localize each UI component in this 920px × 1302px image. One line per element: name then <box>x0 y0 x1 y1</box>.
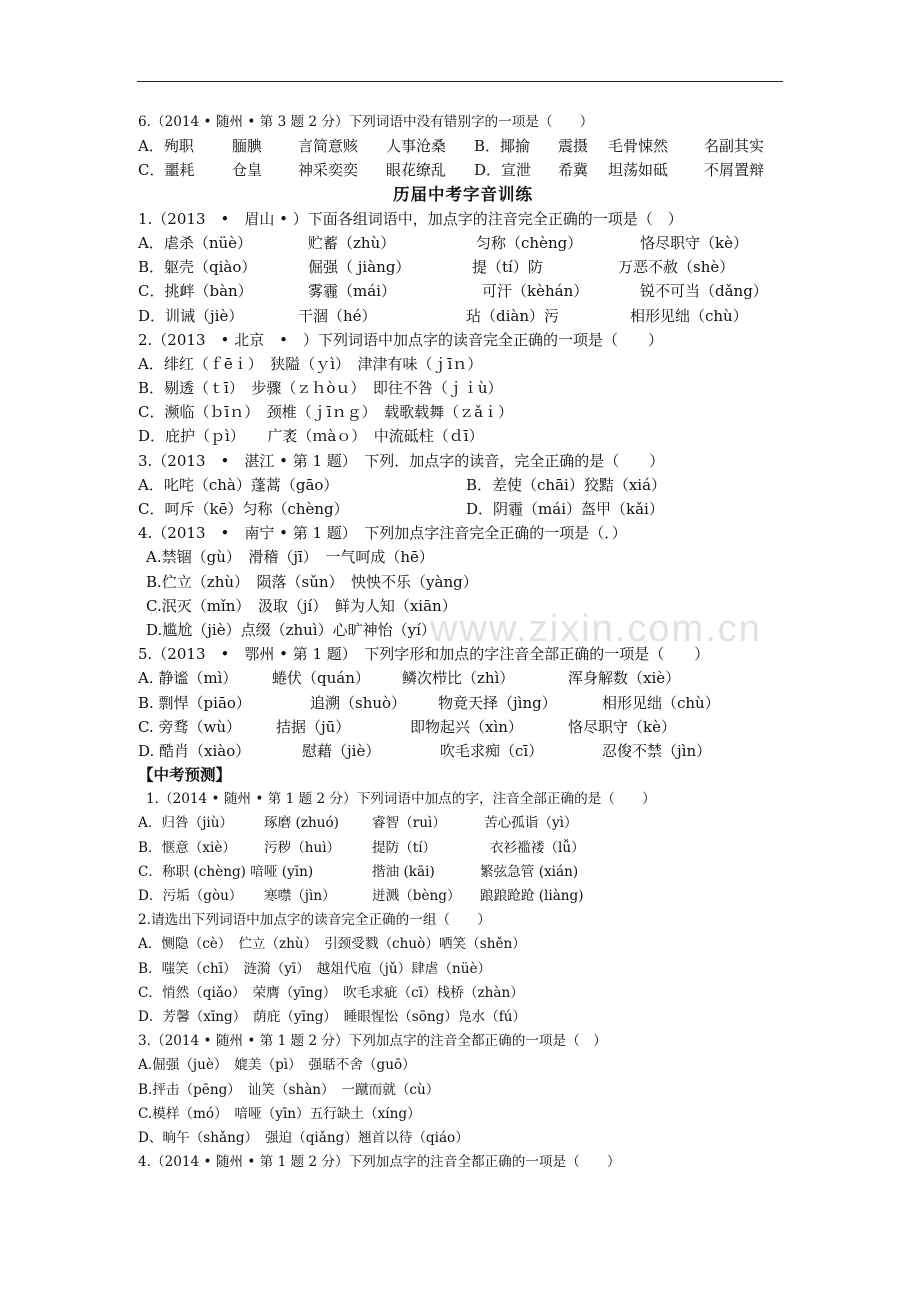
option-cell: A. 静谧（mì） <box>138 669 238 688</box>
q6-row1-cell: 腼腆 <box>232 137 263 156</box>
zy4-option-d: D.尴尬（jiè）点缀（zhuì）心旷神怡（yí） <box>146 620 436 639</box>
zy1-stem: 1.（2013 • 眉山 • ）下面各组词语中，加点字的注音完全正确的一项是（ ） <box>138 209 683 228</box>
option-cell: 恪尽职守（kè） <box>640 233 748 252</box>
option-cell: C. 旁骛（wù） <box>138 717 241 736</box>
option-cell: 雾霾（mái） <box>308 282 396 301</box>
option-cell: 提（tí）防 <box>472 258 543 277</box>
option-cell: 浑身解数（xiè） <box>568 669 681 688</box>
zy1-option-d <box>138 304 788 328</box>
option-cell: C．挑衅（bàn） <box>138 282 253 301</box>
option-cell: D．阴霾（mái）盔甲（kǎi） <box>466 500 664 518</box>
q6-row2-cell: C．噩耗 <box>138 161 195 180</box>
option-cell: A．虐杀（nüè） <box>138 233 253 252</box>
option-cell: 踉踉跄跄 (liàng) <box>480 888 584 904</box>
section-heading: 【中考预测】 <box>138 765 232 785</box>
yc2-option-d: D．芳馨（xīng） 荫庇（yīng） 睡眼惺忪（sōng）凫水（fú） <box>138 1008 527 1025</box>
zy3-stem: 3.（2013 • 湛江 • 第 1 题） 下列．加点字的读音，完全正确的是（ ） <box>138 451 665 470</box>
watermark: www.zixin.com.cn <box>430 608 762 650</box>
option-cell: 倔强（ jiàng） <box>308 258 411 277</box>
option-cell: C．呵斥（kē）匀称（chèng） <box>138 500 349 518</box>
option-cell: 万恶不赦（shè） <box>618 258 735 277</box>
option-cell: 琢磨 (zhuó) <box>264 815 339 832</box>
yc1-option-d <box>138 884 788 908</box>
zy1-option-b <box>138 255 788 279</box>
option-cell: B. 剽悍（piāo） <box>138 693 251 712</box>
q6-row2 <box>138 158 788 182</box>
yc3-option-d: D、晌午（shǎng） 强迫（qiǎng）翘首以待（qiáo） <box>138 1129 469 1146</box>
zy4-stem: 4.（2013 • 南宁 • 第 1 题） 下列加点字注音完全正确的一项是（．） <box>138 524 627 543</box>
option-cell: 恪尽职守（kè） <box>568 717 676 736</box>
option-cell: 干涸（hé） <box>298 306 377 325</box>
yc3-option-b: B.抨击（pēng） 讪笑（shàn） 一蹴而就（cù） <box>138 1081 440 1098</box>
option-cell: 睿智（ruì） <box>372 815 446 832</box>
option-cell: A．叱咤（chà）蓬蒿（gāo） <box>138 475 339 494</box>
option-cell: 蜷伏（quán） <box>272 669 370 688</box>
option-cell: 锐不可当（dǎng） <box>640 282 768 301</box>
option-cell: 揩油 (kāi) <box>372 863 435 880</box>
q6-row2-cell: 眼花缭乱 <box>386 161 447 180</box>
zy1-option-c <box>138 279 788 303</box>
zy2-option-a: A．绯红（ｆēｉ） 狭隘（ｙì） 津津有味（ｊīｎ） <box>138 354 483 373</box>
zy4-option-a: A.禁锢（gù） 滑稽（jī） 一气呵成（hē） <box>146 548 434 567</box>
q6-row1 <box>138 134 788 158</box>
zy2-stem: 2.（2013 • 北京 • ）下列词语中加点字的读音完全正确的一项是（ ） <box>138 330 663 349</box>
yc1-stem: 1.（2014 • 随州 • 第 1 题 2 分）下列词语中加点的字，注音全部正确的是（ ） <box>146 791 656 808</box>
zy4-option-b: B.伫立（zhù） 陨落（sǔn） 怏怏不乐（yàng） <box>146 572 478 591</box>
option-cell: 即物起兴（xìn） <box>410 717 523 736</box>
option-cell: 追溯（shuò） <box>310 693 407 712</box>
option-cell: 提防（tí） <box>372 839 437 856</box>
zy2-option-c: C．濒临（ｂīｎ） 颈椎（ｊīｎｇ） 载歌载舞（ｚǎｉ） <box>138 403 514 422</box>
q6-row1-cell: A．殉职 <box>138 137 194 156</box>
yc1-option-a <box>138 811 788 835</box>
yc2-stem: 2.请选出下列词语中加点字的读音完全正确的一组（ ） <box>138 912 491 929</box>
q6-row2-cell: 不屑置辩 <box>704 161 765 180</box>
zy5-option-b <box>138 691 788 715</box>
option-cell: 衣衫褴褛（lǚ） <box>490 839 585 856</box>
zy5-option-d <box>138 739 788 763</box>
q6-row1-cell: 名副其实 <box>704 137 765 156</box>
yc3-stem: 3.（2014 • 随州 • 第 1 题 2 分）下列加点字的注音全都正确的一项是（ ） <box>138 1033 607 1050</box>
zy2-option-d: D．庇护（ｐì） 广袤（ｍàｏ） 中流砥柱（ｄī） <box>138 427 484 446</box>
yc3-option-c: C.模样（mó） 喑哑（yīn）五行缺土（xíng） <box>138 1105 421 1122</box>
option-cell: C．称职 (chèng) 喑哑 (yīn) <box>138 863 314 880</box>
zy3-options-ab <box>138 473 788 497</box>
yc1-option-c <box>138 860 788 884</box>
option-cell: 物竟天择（jìng） <box>438 693 557 712</box>
option-cell: 相形见绌（chù） <box>602 693 720 712</box>
q6-row1-cell: 震摄 <box>558 137 589 156</box>
document-body <box>138 110 788 1174</box>
header-rule <box>137 81 783 82</box>
option-cell: 玷（diàn）污 <box>466 306 560 325</box>
zy1-option-a <box>138 231 788 255</box>
option-cell: 匀称（chèng） <box>476 233 583 252</box>
yc3-option-a: A.倔强（juè） 媲美（pì） 强聒不舍（guō） <box>138 1057 416 1074</box>
section-title: 历届中考字音训练 <box>393 184 533 204</box>
option-cell: 相形见绌（chù） <box>630 306 748 325</box>
yc2-option-a: A．恻隐（cè） 伫立（zhù） 引颈受戮（chuò）哂笑（shěn） <box>138 936 526 953</box>
yc1-option-b <box>138 836 788 860</box>
q6-row1-cell: B．揶揄 <box>474 137 531 156</box>
option-cell: D．污垢（gòu） <box>138 888 243 904</box>
option-cell: A．归咎（jiù） <box>138 815 234 832</box>
option-cell: D．训诫（jiè） <box>138 306 244 325</box>
q6-row1-cell: 人事沧桑 <box>386 137 447 156</box>
option-cell: B．躯壳（qiào） <box>138 258 257 277</box>
q6-stem: 6.（2014 • 随州 • 第 3 题 2 分）下列词语中没有错别字的一项是（ ） <box>138 114 594 130</box>
option-cell: 贮蓄（zhù） <box>308 233 396 252</box>
option-cell: 迸溅（bèng） <box>372 888 461 904</box>
option-cell: 寒噤（jìn） <box>264 888 336 904</box>
q6-row2-cell: 坦荡如砥 <box>608 161 669 180</box>
option-cell: 吹毛求痴（cī） <box>440 741 544 760</box>
yc2-option-c: C．悄然（qiǎo） 荣膺（yīng） 吹毛求疵（cī）栈桥（zhàn） <box>138 984 524 1001</box>
q6-row2-cell: D．宣泄 <box>474 161 532 180</box>
q6-row1-cell: 毛骨悚然 <box>608 137 669 156</box>
yc2-option-b: B．嗤笑（chī） 涟漪（yī） 越俎代庖（jǔ）肆虐（nüè） <box>138 960 492 977</box>
zy5-stem: 5.（2013 • 鄂州 • 第 1 题） 下列字形和加点的字注音全部正确的一项是（ ） <box>138 645 710 664</box>
option-cell: 可汗（kèhán） <box>482 282 589 301</box>
option-cell: D. 酷肖（xiào） <box>138 741 251 760</box>
option-cell: 苦心孤诣（yì） <box>484 815 578 832</box>
zy2-option-b: B．剔透（ｔī） 步骤（ｚｈòｕ） 即往不咎（ｊｉù） <box>138 379 503 398</box>
zy3-options-cd <box>138 497 788 521</box>
option-cell: B．差使（chāi）狡黠（xiá） <box>466 475 667 494</box>
option-cell: 污秽（huì） <box>264 839 341 856</box>
option-cell: 忍俊不禁（jìn） <box>602 741 712 760</box>
q6-row2-cell: 仓皇 <box>232 161 263 180</box>
zy5-option-c <box>138 715 788 739</box>
yc4-stem: 4.（2014 • 随州 • 第 1 题 2 分）下列加点字的注音全都正确的一项是（ ） <box>138 1154 621 1171</box>
zy4-option-c: C.泯灭（mǐn） 汲取（jí） 鲜为人知（xiān） <box>146 596 457 615</box>
option-cell: 繁弦急管 (xián) <box>480 863 579 880</box>
option-cell: B．惬意（xiè） <box>138 839 237 856</box>
option-cell: 鳞次栉比（zhì） <box>402 669 515 688</box>
zy5-option-a <box>138 666 788 690</box>
q6-row1-cell: 言简意赅 <box>298 137 359 156</box>
option-cell: 慰藉（jiè） <box>302 741 381 760</box>
q6-row2-cell: 希冀 <box>558 161 589 180</box>
option-cell: 拮据（jū） <box>276 717 351 736</box>
q6-row2-cell: 神采奕奕 <box>298 161 359 180</box>
